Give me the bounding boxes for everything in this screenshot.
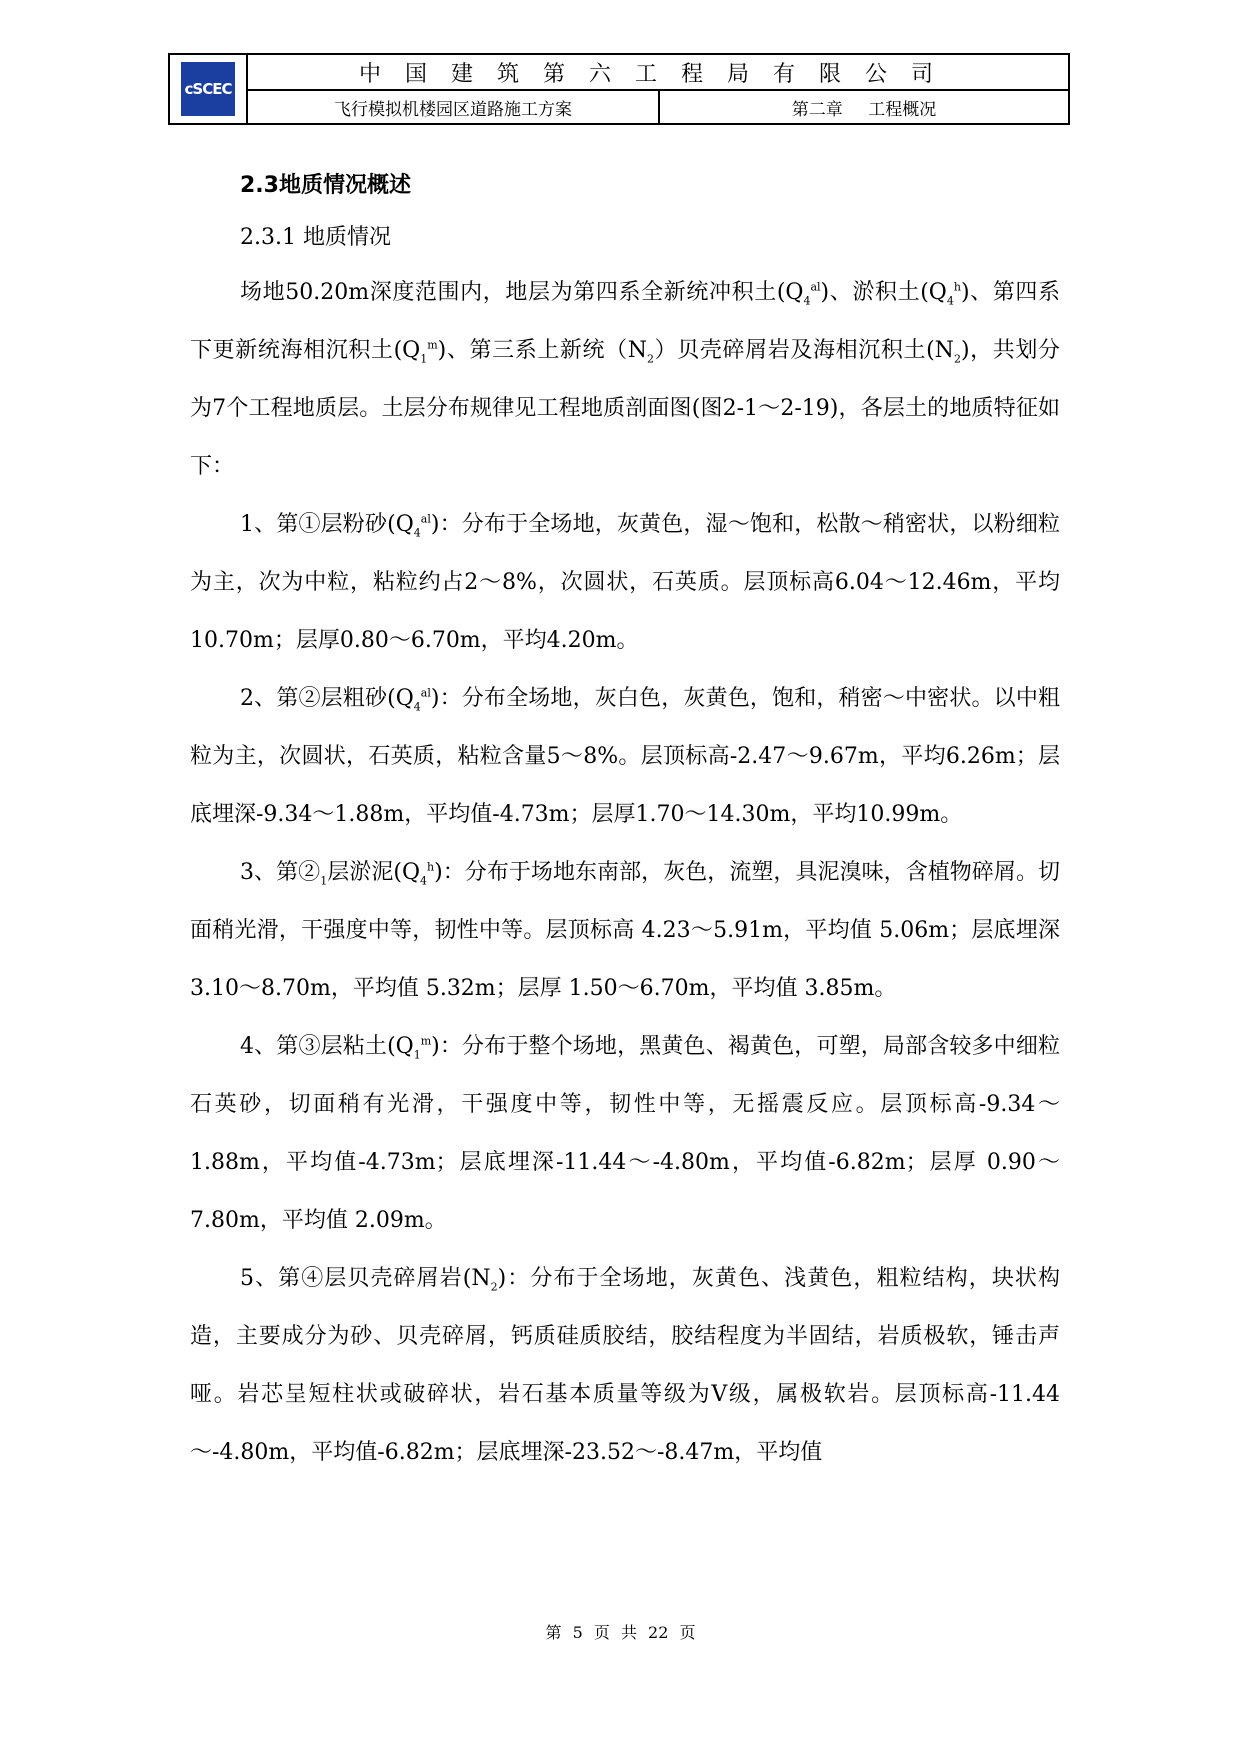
chapter-title: 第二章 工程概况 — [791, 99, 937, 120]
text-run: )、第四系下更新统海相沉积土(Q — [190, 280, 1060, 363]
section-heading: 2.3地质情况概述 — [240, 173, 411, 198]
page-header — [168, 53, 1070, 125]
subscript: 2 — [647, 352, 655, 366]
subscript: 4 — [413, 526, 421, 540]
superscript: m — [427, 338, 438, 352]
text-run: 4、第③层粘土(Q — [240, 1034, 414, 1059]
superscript: al — [420, 686, 431, 700]
text-run: )：分布于整个场地，黑黄色、褐黄色，可塑，局部含较多中细粒石英砂，切面稍有光滑，干强度中等，韧性中等，无摇震反应。层顶标高-9.34～1.88m，平均值-4.73m；层底埋深-11.44～-4.80m，平均值-6.82m；层厚 0.90～7.80m，平均值 2.09m。 — [190, 1034, 1060, 1233]
text-run: 层淤泥(Q — [327, 860, 420, 885]
subscript: 4 — [946, 294, 954, 308]
subscript: 2 — [953, 352, 961, 366]
subscript: 1 — [420, 352, 428, 366]
text-run: )：分布全场地，灰白色，灰黄色，饱和，稍密～中密状。以中粗粒为主，次圆状，石英质，粘粒含量5～8%。层顶标高-2.47～9.67m，平均6.26m；层底埋深-9.34～1.88m，平均值-4.73m；层厚1.70～14.30m，平均10.99m。 — [190, 686, 1060, 827]
layer-4-paragraph — [190, 1250, 1060, 1482]
superscript: h — [427, 860, 435, 874]
subscript: 2 — [490, 1280, 498, 1294]
subscript: 4 — [413, 700, 421, 714]
intro-paragraph — [190, 264, 1060, 496]
text-run: 3、第② — [240, 860, 321, 885]
superscript: m — [420, 1034, 432, 1048]
cscec-logo: cSCEC — [181, 62, 235, 116]
text-run: 5、第④层贝壳碎屑岩(N — [240, 1266, 491, 1291]
layer-2-paragraph — [190, 670, 1060, 844]
company-name: 中国建筑第六工程局有限公司 — [248, 55, 1068, 91]
layer-3-paragraph — [190, 1018, 1060, 1250]
header-text-area — [248, 55, 1068, 123]
superscript: al — [420, 512, 431, 526]
subscript: 4 — [803, 294, 811, 308]
superscript: al — [810, 280, 821, 294]
text-run: )：分布于全场地，灰黄色、浅黄色，粗粒结构，块状构造，主要成分为砂、贝壳碎屑，钙质硅质胶结，胶结程度为半固结，岩质极软，锤击声哑。岩芯呈短柱状或破碎状，岩石基本质量等级为Ⅴ级，属极软岩。层顶标高-11.44～-4.80m，平均值-6.82m；层底埋深-23.52～-8.47m，平均值 — [190, 1266, 1060, 1465]
page-content — [190, 160, 1060, 1482]
layer-1-paragraph — [190, 496, 1060, 670]
superscript: h — [953, 280, 961, 294]
text-run: ）贝壳碎屑岩及海相沉积土(N — [654, 338, 954, 363]
text-run: )，共划分为7个工程地质层。土层分布规律见工程地质剖面图(图2-1～2-19)，各层土的地质特征如下： — [190, 338, 1060, 479]
header-subrow — [248, 91, 1068, 123]
logo-cell — [170, 55, 248, 123]
subscript: 1 — [320, 874, 328, 888]
text-run: )：分布于全场地，灰黄色，湿～饱和，松散～稍密状，以粉细粒为主，次为中粒，粘粒约占2～8%，次圆状，石英质。层顶标高6.04～12.46m，平均10.70m；层厚0.80～6.70m，平均4.20m。 — [190, 512, 1060, 653]
layer-2-1-paragraph — [190, 844, 1060, 1018]
text-run: )、淤积土(Q — [820, 280, 947, 305]
subscript: 1 — [413, 1048, 421, 1062]
subsection-heading: 2.3.1 地质情况 — [240, 225, 391, 250]
subscript: 4 — [420, 874, 427, 888]
text-run: 场地50.20m深度范围内，地层为第四系全新统冲积土(Q — [240, 280, 804, 305]
text-run: )：分布于场地东南部，灰色，流塑，具泥溴味，含植物碎屑。切面稍光滑，干强度中等，韧性中等。层顶标高 4.23～5.91m，平均值 5.06m；层底埋深 3.10～8.70m，平均值 5.32m；层厚 1.50～6.70m，平均值 3.85m。 — [190, 860, 1060, 1001]
text-run: )、第三系上新统（N — [437, 338, 648, 363]
text-run: 1、第①层粉砂(Q — [240, 512, 414, 537]
page-footer: 第 5 页 共 22 页 — [545, 1623, 696, 1642]
text-run: 2、第②层粗砂(Q — [240, 686, 414, 711]
document-title: 飞行模拟机楼园区道路施工方案 — [248, 91, 660, 123]
